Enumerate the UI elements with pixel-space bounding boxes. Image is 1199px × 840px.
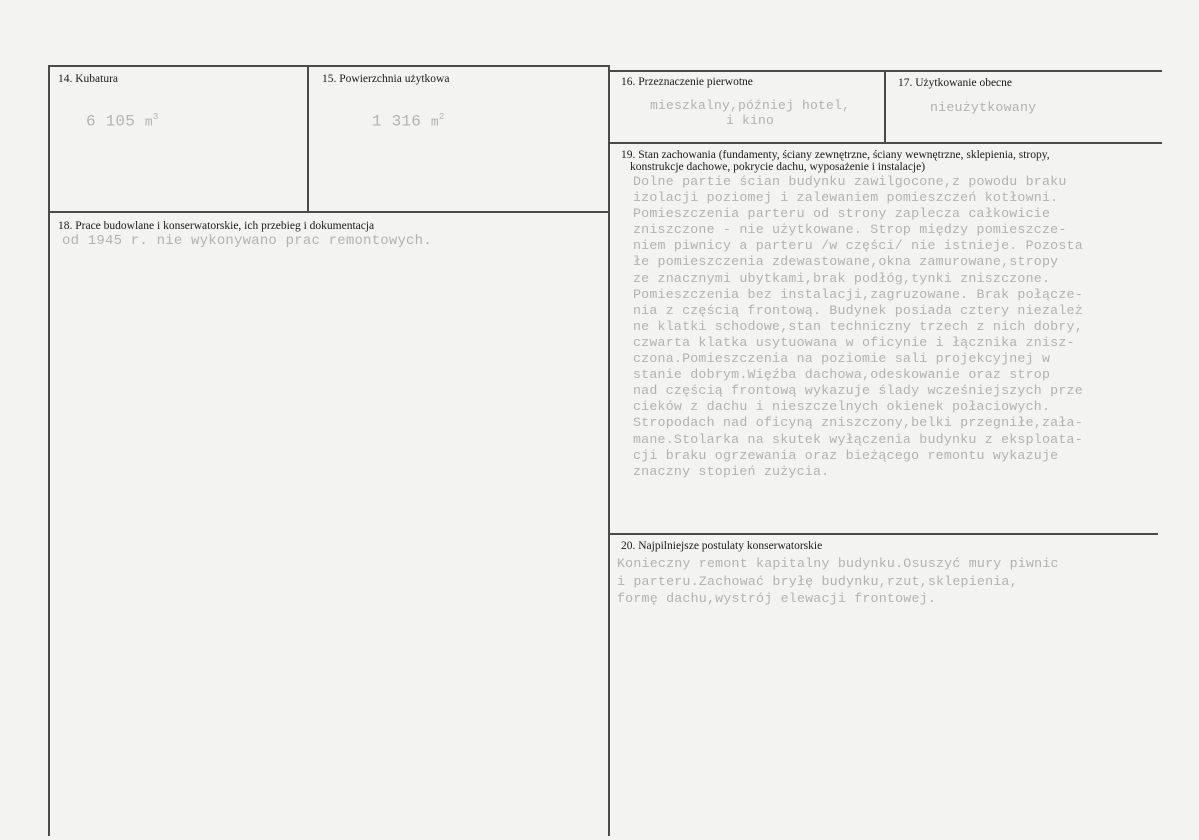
field-20-label: 20. Najpilniejsze postulaty konserwatorskie <box>621 540 823 552</box>
divider-16-17 <box>884 70 886 142</box>
field-16-line: i kino <box>725 113 774 128</box>
field-19-line: nad częścią frontową wykazuje ślady wcześniejszych prze <box>633 383 1083 399</box>
field-17-label: 17. Użytkowanie obecne <box>898 77 1013 89</box>
field-15-unit: m <box>430 114 439 130</box>
top-rule-right <box>610 70 1162 72</box>
center-divider <box>608 65 610 836</box>
field-19-line: zniszczone - nie użytkowane. Strop między pomieszcze- <box>633 222 1067 238</box>
field-20-text <box>617 555 1059 608</box>
field-15-number: 1 316 <box>372 112 422 131</box>
field-16-line: mieszkalny,później hotel, <box>649 98 851 113</box>
field-14-unit-exp: 3 <box>152 112 159 122</box>
rule-below-14-15 <box>50 211 610 213</box>
field-14-number: 6 105 <box>86 112 136 131</box>
field-19-line: Stropodach nad oficyną zniszczony,belki przegniłe,zała- <box>633 415 1083 431</box>
field-19-line: Dolne partie ścian budynku zawilgocone,z powodu braku <box>633 174 1067 189</box>
field-19-line: Pomieszczenia parteru od strony zaplecza całkowicie <box>633 206 1051 222</box>
field-16-value <box>619 98 881 128</box>
field-19-line: znaczny stopień zużycia. <box>633 463 830 479</box>
field-19-text <box>633 174 1083 480</box>
field-19-line: Pomieszczenia bez instalacji,zagruzowane. Brak połącze- <box>633 286 1083 302</box>
field-17-value: nieużytkowany <box>930 100 1037 115</box>
field-15-unit-exp: 2 <box>438 112 445 122</box>
field-19-line: ne klatki schodowe,stan techniczny trzech z nich dobry, <box>633 318 1083 334</box>
field-20-line: i parteru.Zachować bryłę budynku,rzut,sklepienia, <box>617 573 1018 589</box>
field-19-line: czwarta klatka usytuowana w oficynie i łącznika znisz- <box>633 334 1075 350</box>
field-19-label-line1: 19. Stan zachowania (fundamenty, ściany zewnętrzne, ściany wewnętrzne, sklepienia, stropy, <box>621 149 1050 161</box>
field-19-line: łe pomieszczenia zdewastowane,okna zamurowane,stropy <box>633 254 1059 270</box>
field-19-line: ze znacznymi ubytkami,brak podłóg,tynki zniszczone. <box>633 270 1051 286</box>
field-19-line: stanie dobrym.Więźba dachowa,odeskowanie oraz strop <box>633 367 1051 383</box>
field-19-line: izolacji poziomej i zalewaniem pomieszczeń kotłowni. <box>633 190 1059 206</box>
rule-above-20 <box>610 533 1158 535</box>
field-19-line: cji braku ogrzewania oraz bieżącego remontu wykazuje <box>633 447 1059 463</box>
field-18-label: 18. Prace budowlane i konserwatorskie, ich przebieg i dokumentacja <box>58 220 375 232</box>
field-19-label-line2: konstrukcje dachowe, pokrycie dachu, wyposażenie i instalacje) <box>630 161 926 173</box>
field-19-line: niem piwnicy a parteru /w części/ nie istnieje. Pozosta <box>633 238 1083 254</box>
field-20-line: formę dachu,wystrój elewacji frontowej. <box>617 591 936 606</box>
field-19-line: nia z częścią frontową. Budynek posiada cztery niezależ <box>633 302 1083 318</box>
field-19-line: czona.Pomieszczenia na poziomie sali projekcyjnej w <box>633 351 1051 367</box>
field-14-unit: m <box>144 114 153 130</box>
left-border <box>48 65 50 836</box>
field-15-label: 15. Powierzchnia użytkowa <box>322 73 450 85</box>
divider-14-15 <box>307 65 309 212</box>
top-rule-left <box>50 65 610 67</box>
field-14-value <box>86 112 158 130</box>
rule-below-16-17 <box>610 142 1162 144</box>
field-15-value <box>372 112 444 130</box>
field-14-label: 14. Kubatura <box>58 73 119 85</box>
field-18-value: od 1945 r. nie wykonywano prac remontowych. <box>62 233 432 249</box>
field-20-line: Konieczny remont kapitalny budynku.Osuszyć mury piwnic <box>617 556 1059 571</box>
field-16-label: 16. Przeznaczenie pierwotne <box>621 76 753 88</box>
field-19-line: mane.Stolarka na skutek wyłączenia budynku z eksploata- <box>633 431 1083 447</box>
field-19-line: cieków z dachu i nieszczelnych okienek połaciowych. <box>633 399 1051 415</box>
